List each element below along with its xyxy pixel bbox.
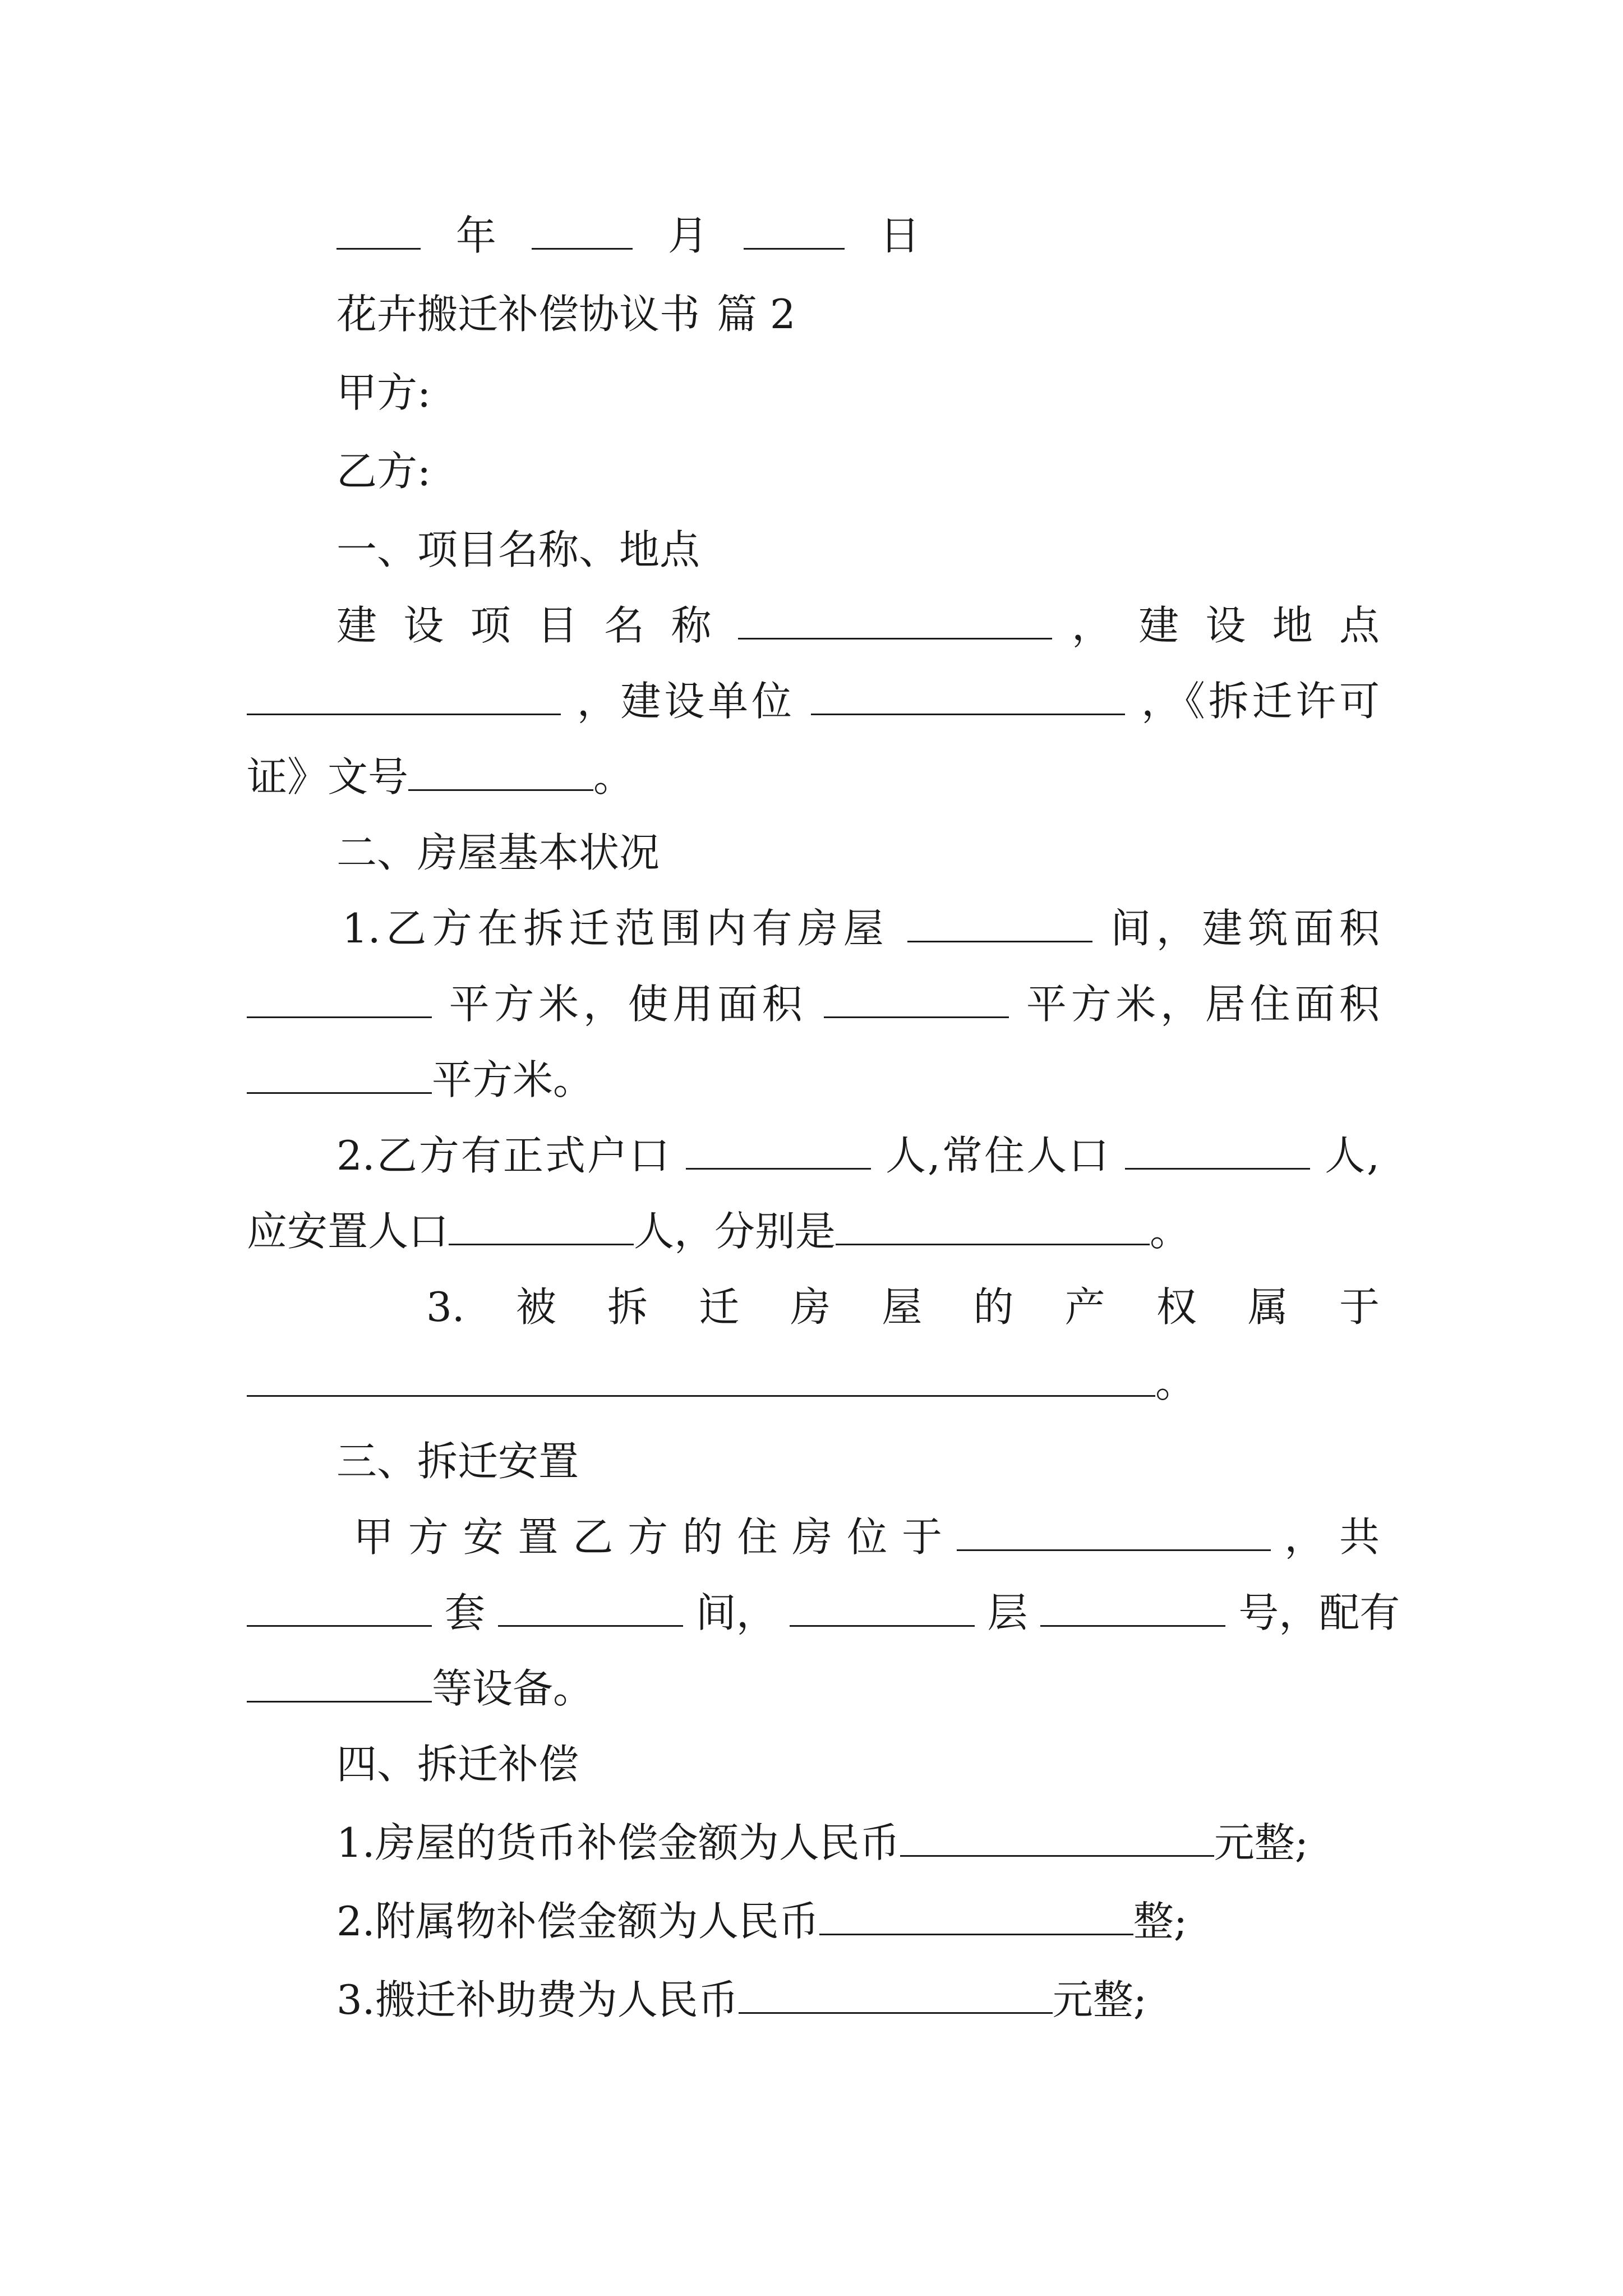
rooms2-blank	[498, 1591, 683, 1627]
living-area-label: 平方米，居住面积	[1026, 981, 1380, 1028]
section2-p1-line3	[247, 1052, 1380, 1108]
equipment-label: 等设备。	[432, 1665, 594, 1712]
party-b: 乙方:	[336, 448, 431, 495]
living-area-blank	[247, 1059, 432, 1094]
ownership-blank	[247, 1361, 1155, 1397]
house-compensation-unit: 元整;	[1214, 1819, 1308, 1866]
site-blank	[247, 680, 561, 715]
period: 。	[1150, 1208, 1191, 1255]
attachment-compensation-blank	[819, 1900, 1133, 1935]
section1-line3	[247, 749, 1380, 805]
title-text: 花卉搬迁补偿协议书	[336, 291, 700, 338]
section3-line3	[247, 1660, 1380, 1717]
builder-label: ，建设单位	[577, 678, 795, 725]
section1-heading: 一、项目名称、地点	[336, 526, 700, 573]
section3-line2	[247, 1585, 1400, 1641]
names-blank	[836, 1210, 1150, 1245]
building-area-blank	[247, 983, 432, 1018]
permit-number-blank	[408, 756, 593, 791]
day-blank	[744, 214, 845, 250]
registered-blank	[686, 1134, 871, 1170]
resident-blank	[1125, 1134, 1310, 1170]
year-blank	[336, 214, 421, 250]
title-suffix: 篇 2	[717, 291, 796, 338]
section3-line1	[353, 1509, 1380, 1565]
total-label: ， 共	[1284, 1513, 1380, 1561]
housing-location-label: 甲 方 安 置 乙 方 的 住 房 位 于	[353, 1513, 943, 1561]
section2-p3-line2	[247, 1355, 1380, 1411]
period: 。	[593, 753, 634, 800]
attachment-compensation-label: 2.附属物补偿金额为人民币	[336, 1898, 819, 1945]
project-name-blank	[738, 604, 1052, 639]
housing-location-blank	[957, 1516, 1271, 1551]
party-a: 甲方:	[336, 369, 431, 416]
registered-label: 2.乙方有正式户口	[336, 1132, 672, 1179]
units-label: 套	[444, 1589, 485, 1636]
section4-item3	[336, 1972, 1380, 2028]
resident-unit: 人,	[1325, 1132, 1380, 1179]
period: 。	[1155, 1359, 1196, 1406]
section2-heading: 二、房屋基本状况	[336, 829, 660, 876]
moving-subsidy-label: 3.搬迁补助费为人民币	[336, 1976, 739, 2023]
permit-number-label: 证》文号	[247, 753, 409, 800]
date-line	[336, 208, 1380, 264]
section2-p3-line1: 3. 被 拆 迁 房 屋 的 产 权 属 于	[426, 1283, 1380, 1331]
moving-subsidy-blank	[739, 1978, 1053, 2014]
number-blank	[1040, 1591, 1225, 1627]
units-blank	[247, 1591, 432, 1627]
usable-area-blank	[824, 983, 1009, 1018]
section2-p1-line2	[247, 976, 1380, 1032]
month-label: 月	[667, 212, 708, 259]
day-label: 日	[879, 212, 920, 259]
year-label: 年	[455, 212, 496, 259]
section4-heading: 四、拆迁补偿	[336, 1741, 579, 1788]
house-compensation-blank	[900, 1821, 1214, 1857]
living-area-unit: 平方米。	[432, 1056, 594, 1103]
floor-blank	[790, 1591, 975, 1627]
month-blank	[532, 214, 633, 250]
resettle-label: 应安置人口	[247, 1208, 449, 1255]
section2-p2-line2	[247, 1203, 1380, 1259]
equipped-label: 号，配有	[1238, 1589, 1400, 1636]
names-label: 人，分别是	[634, 1208, 836, 1255]
floor-label: 层	[987, 1589, 1028, 1636]
building-area-label: 间，建筑面积	[1110, 905, 1380, 952]
section1-line2	[247, 673, 1380, 729]
permit-label: ，《拆迁许可	[1141, 678, 1380, 725]
rooms-label: 1.乙方在拆迁范围内有房屋	[342, 905, 889, 952]
resettle-blank	[449, 1210, 634, 1245]
site-label: ， 建 设 地 点	[1071, 602, 1380, 649]
rooms-blank	[907, 907, 1092, 942]
builder-blank	[811, 680, 1125, 715]
rooms2-label: 间，	[695, 1589, 777, 1636]
section3-heading: 三、拆迁安置	[336, 1438, 579, 1485]
section4-item1	[336, 1815, 1380, 1871]
section2-p2-line1	[336, 1128, 1380, 1184]
section4-item2	[336, 1893, 1380, 1949]
section1-line1	[336, 597, 1380, 654]
section2-p1-line1	[342, 900, 1380, 956]
moving-subsidy-unit: 元整;	[1052, 1976, 1147, 2023]
project-name-label: 建 设 项 目 名 称	[336, 602, 718, 649]
usable-area-label: 平方米，使用面积	[449, 981, 807, 1028]
attachment-compensation-unit: 整;	[1133, 1898, 1187, 1945]
document-title	[336, 286, 1380, 342]
resident-label: 人,常住人口	[885, 1132, 1111, 1179]
house-compensation-label: 1.房屋的货币补偿金额为人民币	[336, 1819, 900, 1866]
equipment-blank	[247, 1667, 432, 1703]
